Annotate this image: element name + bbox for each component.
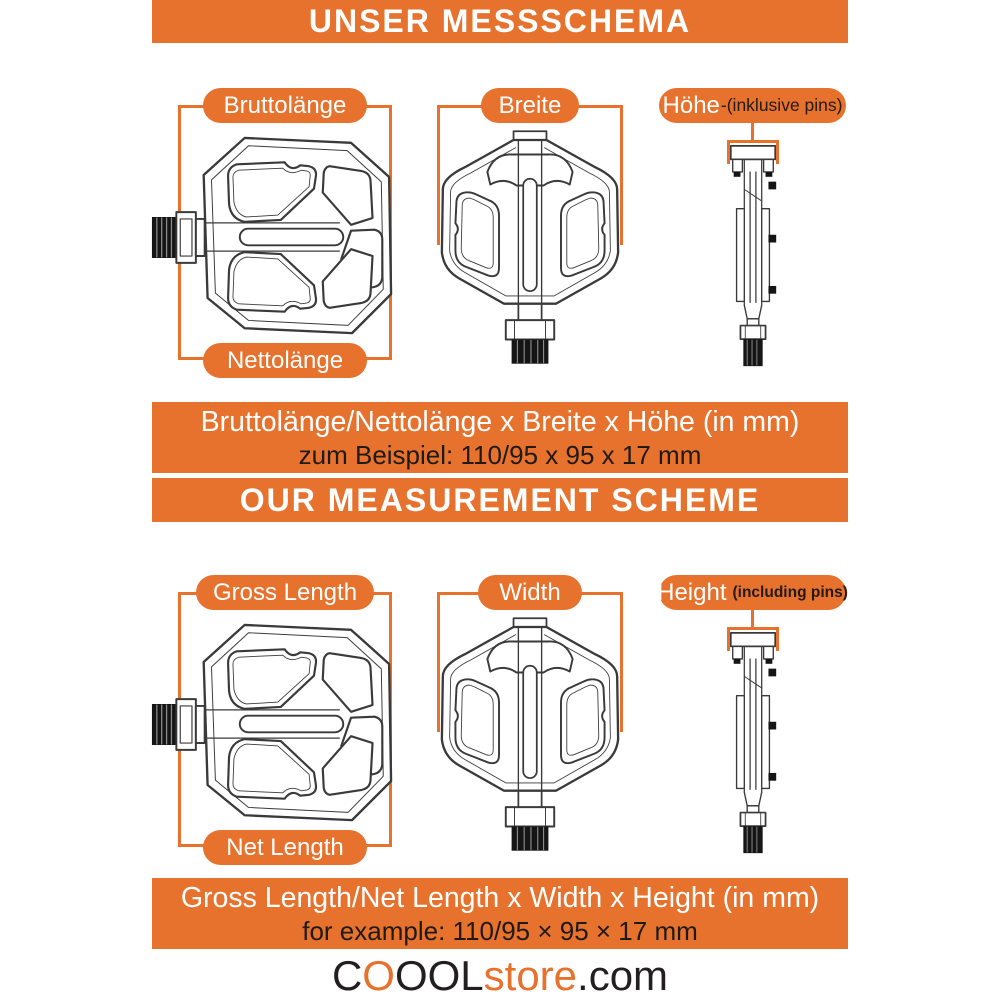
coool-store-logo bbox=[0, 953, 1000, 999]
german-height-bracket bbox=[727, 140, 779, 164]
english-title-banner bbox=[152, 478, 848, 522]
english-example: for example: 110/95 × 95 × 17 mm bbox=[302, 916, 698, 946]
german-gross-length-text: Bruttolänge bbox=[223, 91, 347, 119]
english-title: OUR MEASUREMENT SCHEME bbox=[239, 481, 761, 518]
german-net-length-text: Nettolänge bbox=[226, 346, 344, 374]
pedal-front-view-diagram-en bbox=[438, 615, 622, 853]
german-example: zum Beispiel: 110/95 x 95 x 17 mm bbox=[298, 440, 702, 470]
english-height-text: Height bbox=[657, 578, 727, 606]
english-net-length-label bbox=[203, 830, 367, 865]
german-height-connector-line bbox=[751, 121, 754, 142]
logo-part-c: C bbox=[331, 952, 363, 999]
german-height-text: Höhe bbox=[662, 91, 720, 119]
pedal-top-view-diagram-de bbox=[150, 131, 394, 343]
english-formula-band bbox=[152, 878, 848, 949]
german-width-text: Breite bbox=[498, 91, 562, 119]
german-gross-length-label bbox=[203, 88, 367, 123]
german-height-suffix-text: -(inklusive pins) bbox=[720, 95, 843, 115]
english-gross-length-label bbox=[196, 575, 374, 610]
english-net-length-text: Net Length bbox=[226, 833, 344, 861]
english-height-bracket bbox=[727, 627, 779, 651]
logo-part-store: store bbox=[483, 952, 578, 999]
german-net-length-label bbox=[203, 343, 367, 378]
german-height-label bbox=[659, 88, 846, 123]
english-height-connector-line bbox=[751, 608, 754, 629]
logo-part-domain: .com bbox=[577, 952, 669, 999]
german-formula: Bruttolänge/Nettolänge x Breite x Höhe (in mm) bbox=[200, 406, 800, 438]
logo-part-o-orange: O bbox=[362, 952, 395, 999]
pedal-front-view-diagram-de bbox=[438, 128, 622, 366]
english-height-label bbox=[659, 575, 846, 610]
german-title-banner bbox=[152, 0, 848, 43]
pedal-side-view-diagram-en bbox=[724, 630, 782, 857]
logo-part-ool: OOL bbox=[394, 952, 484, 999]
english-gross-length-text: Gross Length bbox=[212, 578, 358, 606]
english-formula: Gross Length/Net Length x Width x Height (in mm) bbox=[180, 882, 820, 914]
english-width-text: Width bbox=[499, 578, 561, 606]
german-title: UNSER MESSSCHEMA bbox=[308, 3, 692, 39]
pedal-side-view-diagram-de bbox=[724, 143, 782, 370]
german-formula-band bbox=[152, 402, 848, 473]
english-height-suffix-text: (including pins) bbox=[732, 583, 848, 601]
english-width-label bbox=[478, 575, 582, 610]
pedal-top-view-diagram-en bbox=[150, 618, 394, 830]
german-width-label bbox=[481, 88, 579, 123]
